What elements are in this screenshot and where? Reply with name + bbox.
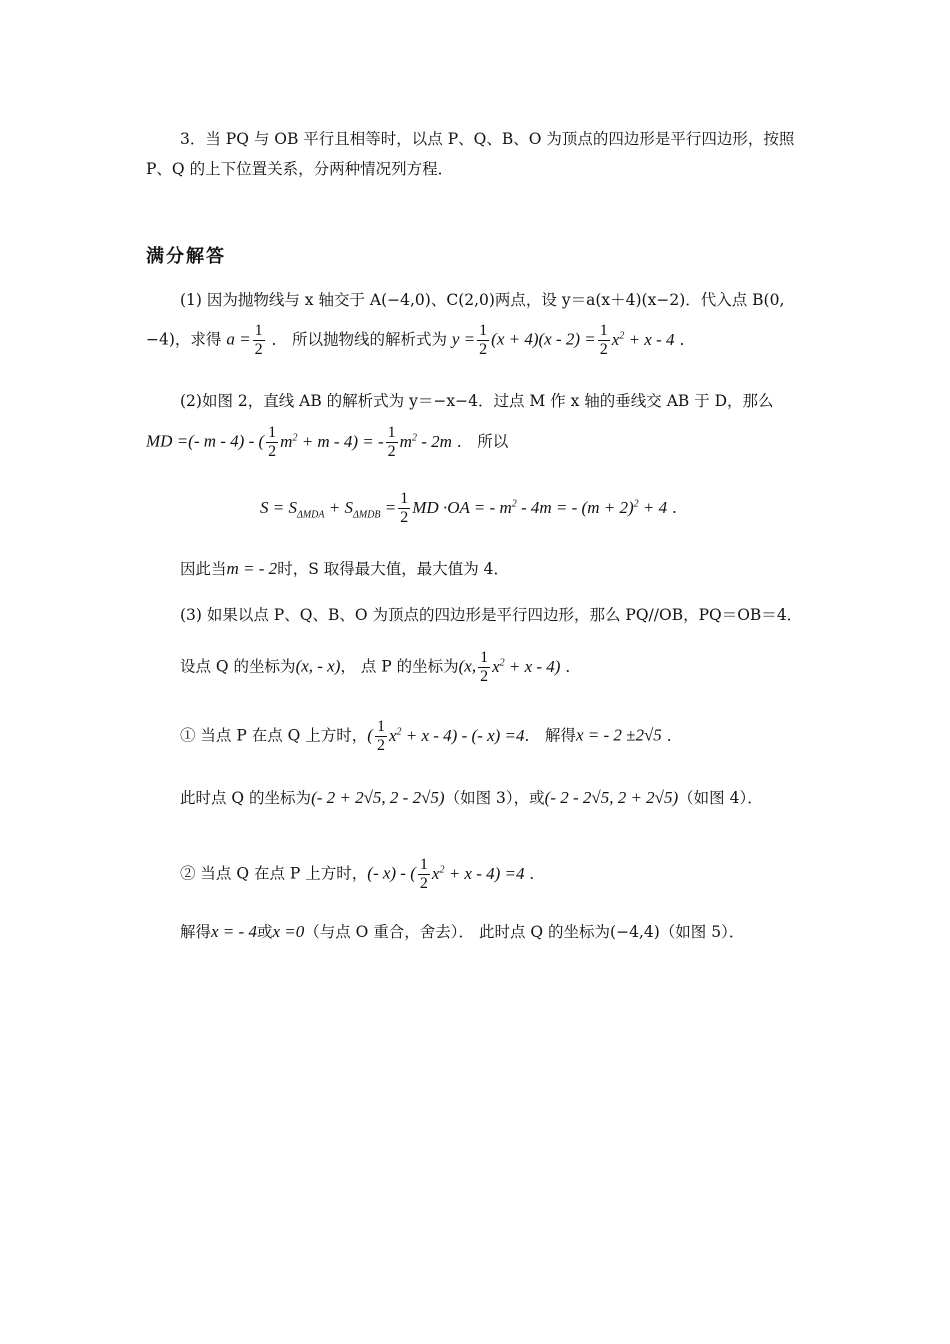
math-q-fig4: (- 2 - 2√5, 2 + 2√5) [544, 788, 679, 807]
part3-text-d: ． 解得 [524, 726, 576, 745]
part3-text-a: 设点 Q 的坐标为 [180, 657, 296, 676]
math-md-b: $m^2 + m - 4$) = - [280, 431, 384, 451]
fraction-half: $\frac{1}{2}$ [400, 490, 409, 526]
math-p-coord: (x, [458, 656, 477, 676]
part2-text-b: 因此当 [180, 560, 227, 578]
part3-text-i: 解得 [180, 923, 212, 941]
fraction-half: $\frac{1}{2}$ [599, 322, 608, 358]
part2-line-2 [146, 424, 508, 461]
math-md: MD =(- m - 4) - ( [146, 431, 265, 451]
math-area-a: $S = S_{\Delta MDA} + S_{\Delta MDB}$ = [260, 497, 397, 520]
fraction-half: $\frac{1}{2}$ [387, 424, 396, 460]
part3-text-b: ， 点 P 的坐标为 [340, 657, 459, 676]
math-x-neg4: x = - 4 [211, 922, 257, 941]
fraction-half: $\frac{1}{2}$ [480, 649, 489, 685]
math-case1-a: ( [367, 725, 373, 745]
math-a-value: a = [226, 329, 251, 349]
math-parabola: y = [451, 329, 476, 349]
math-case2-b: $x^2 + x - 4) =4$ [431, 863, 525, 883]
part3-text-e: 此时点 Q 的坐标为 [180, 789, 312, 807]
math-case1-b: $x^2 + x - 4$) - (- x) =4 [388, 725, 525, 745]
part2-text-a: ． 所以 [456, 432, 509, 451]
section-title: 满分解答 [146, 246, 226, 267]
part1-text-c: ． [679, 330, 695, 349]
part3-line-1: (3) 如果以点 P、Q、B、O 为顶点的四边形是平行四边形，那么 PQ//OB，PQ＝OB＝4． [180, 606, 803, 624]
part3-case2: ② 当点 Q 在点 P 上方时，(- x) - ( $\frac{1}{2}$ $x^2 + x - 4) =4$ ． [180, 856, 545, 892]
math-case2-a: (- x) - ( [367, 863, 416, 883]
math-factor: (x + 4)(x - 2) = [491, 329, 596, 349]
math-p-coord-b: $x^2 + x - 4$) [492, 656, 561, 676]
math-q-fig3: (- 2 + 2√5, 2 - 2√5) [311, 788, 445, 807]
part1-text-a: −4)，求得 [146, 330, 222, 349]
fraction-half: $\frac{1}{2}$ [254, 322, 263, 358]
part1-line-1: (1) 因为抛物线与 x 轴交于 A(−4,0)、C(2,0)两点，设 y＝a(x＋4)(x−2)．代入点 B(0, [180, 291, 785, 309]
fraction-half: $\frac{1}{2}$ [479, 322, 488, 358]
part3-case1: ① 当点 P 在点 Q 上方时，( $\frac{1}{2}$ $x^2 + x - 4$) - (- x) =4． 解得x = - 2 ±2√5 ． [180, 718, 683, 754]
part3-line-2: 设点 Q 的坐标为(x, - x)， 点 P 的坐标为(x, $\frac{1}{2}$ $x^2 + x - 4$) ． [180, 649, 581, 685]
part1-text-b: ． 所以抛物线的解析式为 [271, 330, 447, 349]
math-q-coord: (x, - x) [295, 656, 341, 676]
fraction-half: $\frac{1}{2}$ [376, 718, 385, 754]
part3-text-h: ② 当点 Q 在点 P 上方时， [180, 864, 368, 883]
part2-line-1: (2)如图 2，直线 AB 的解析式为 y＝−x−4．过点 M 作 x 轴的垂线交 AB 于 D，那么 [180, 392, 774, 410]
fraction-half: $\frac{1}{2}$ [268, 424, 277, 460]
math-md-c: $m^2 - 2m$ [399, 431, 452, 451]
part3-text-c: ① 当点 P 在点 Q 上方时， [180, 726, 368, 745]
part2-line-4 [180, 557, 509, 579]
part1-line-2 [146, 322, 695, 359]
math-poly: $x^2 + x - 4$ [611, 329, 675, 349]
part3-text-j: 或 [256, 923, 273, 941]
part3-case2-result [180, 920, 744, 942]
hint-line-2: P、Q 的上下位置关系，分两种情况列方程． [146, 160, 454, 178]
part2-area-formula: $S = S_{\Delta MDA} + S_{\Delta MDB}$ = $\frac{1}{2}$ MD ·OA = - $m^2 - 4m$ = - $(m + 2)^2 + 4$ ． [260, 490, 688, 526]
math-area-b: MD ·OA = - $m^2 - 4m$ = - $(m + 2)^2 + 4$ [412, 497, 668, 517]
part2-text-c: 时，S 取得最大值，最大值为 4． [277, 560, 510, 578]
fraction-half: $\frac{1}{2}$ [419, 856, 428, 892]
part3-text-k: （与点 O 重合，舍去）． 此时点 Q 的坐标为(−4,4)（如图 5）． [304, 923, 745, 941]
part3-case1-result [180, 786, 763, 808]
hint-line-1: 3．当 PQ 与 OB 平行且相等时，以点 P、Q、B、O 为顶点的四边形是平行四边形，按照 [180, 130, 795, 148]
math-x-zero: x =0 [272, 922, 305, 941]
part3-text-g: （如图 4）． [678, 789, 763, 807]
part3-text-f: （如图 3），或 [444, 789, 545, 807]
math-case1-sol: x = - 2 ±2√5 [575, 725, 662, 745]
math-m-value: m = - 2 [226, 559, 278, 578]
